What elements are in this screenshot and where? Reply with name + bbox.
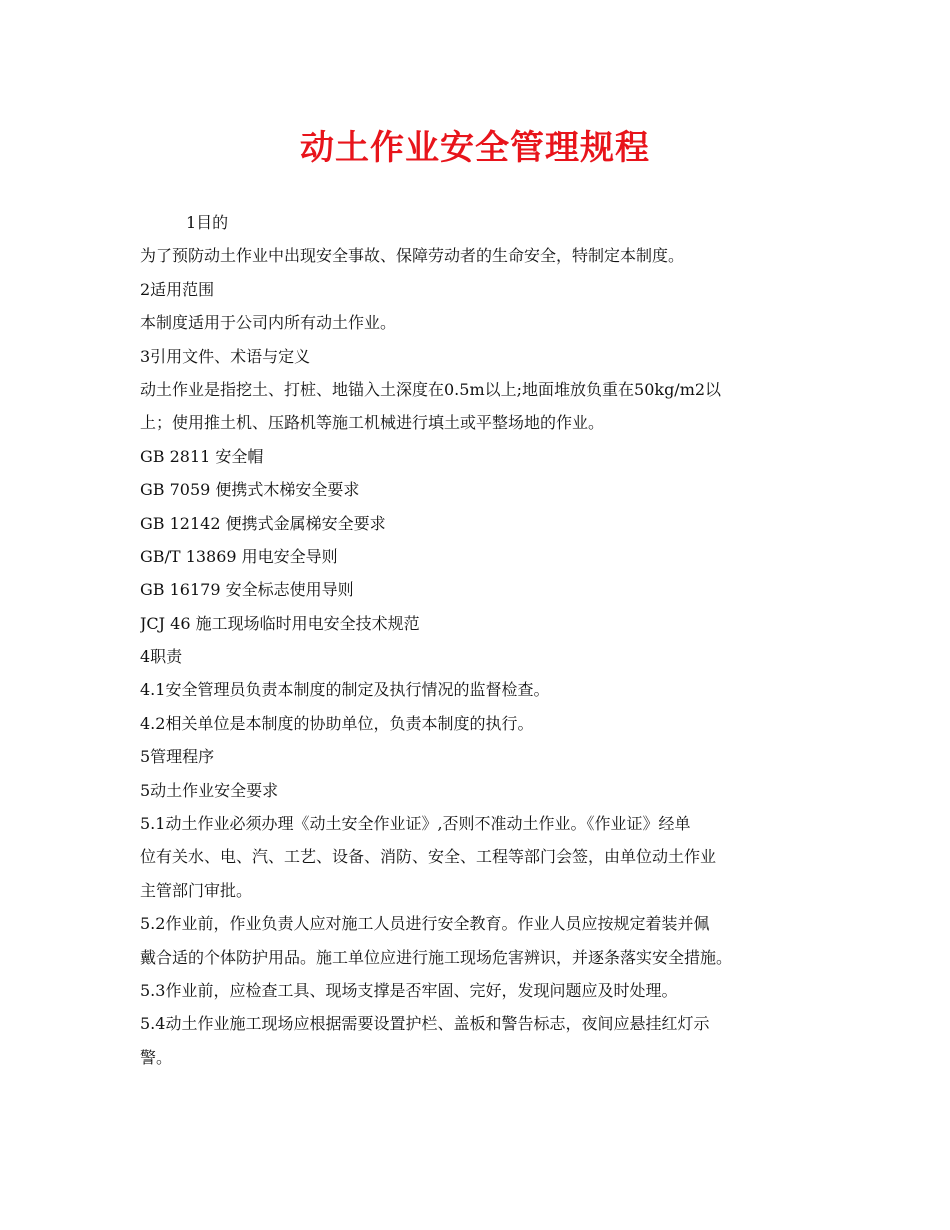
paragraph-line: 4.1安全管理员负责本制度的制定及执行情况的监督检查。: [140, 680, 550, 700]
reference-item: JCJ 46 施工现场临时用电安全技术规范: [140, 613, 420, 633]
section-heading-responsibilities: 4职责: [140, 647, 183, 667]
paragraph-line: 5.2作业前，作业负责人应对施工人员进行安全教育。作业人员应按规定着装并佩: [140, 914, 710, 934]
section-heading-procedure: 5管理程序: [140, 747, 215, 767]
paragraph-line: 为了预防动土作业中出现安全事故、保障劳动者的生命安全，特制定本制度。: [140, 246, 685, 266]
reference-item: GB 2811 安全帽: [140, 446, 264, 466]
paragraph-line: 5.3作业前，应检查工具、现场支撑是否牢固、完好，发现问题应及时处理。: [140, 980, 678, 1000]
section-heading-scope: 2适用范围: [140, 279, 215, 299]
section-heading-purpose: 1目的: [186, 213, 229, 232]
paragraph-line: 位有关水、电、汽、工艺、设备、消防、安全、工程等部门会签，由单位动土作业: [140, 847, 717, 867]
reference-item: GB 12142 便携式金属梯安全要求: [140, 513, 386, 533]
reference-item: GB 16179 安全标志使用导则: [140, 580, 354, 600]
paragraph-line: 本制度适用于公司内所有动土作业。: [140, 313, 397, 333]
paragraph-line: 主管部门审批。: [140, 880, 253, 900]
paragraph-line: 戴合适的个体防护用品。施工单位应进行施工现场危害辨识，并逐条落实安全措施。: [140, 947, 733, 967]
document-body: [140, 206, 820, 1074]
paragraph-line: 5.4动土作业施工现场应根据需要设置护栏、盖板和警告标志，夜间应悬挂红灯示: [140, 1014, 710, 1034]
section-heading-references: 3引用文件、术语与定义: [140, 346, 311, 366]
paragraph-line: 警。: [140, 1047, 173, 1067]
reference-item: GB 7059 便携式木梯安全要求: [140, 480, 360, 500]
reference-item: GB/T 13869 用电安全导则: [140, 546, 338, 566]
section-heading-requirements: 5动土作业安全要求: [140, 780, 279, 800]
paragraph-line: 动土作业是指挖土、打桩、地锚入土深度在0.5m以上;地面堆放负重在50kg/m2以: [140, 379, 722, 399]
paragraph-line: 上；使用推土机、压路机等施工机械进行填土或平整场地的作业。: [140, 413, 605, 433]
document-title: 动土作业安全管理规程: [300, 128, 650, 168]
paragraph-line: 5.1动土作业必须办理《动土安全作业证》,否则不准动土作业。《作业证》经单: [140, 814, 691, 834]
paragraph-line: 4.2相关单位是本制度的协助单位，负责本制度的执行。: [140, 713, 534, 733]
